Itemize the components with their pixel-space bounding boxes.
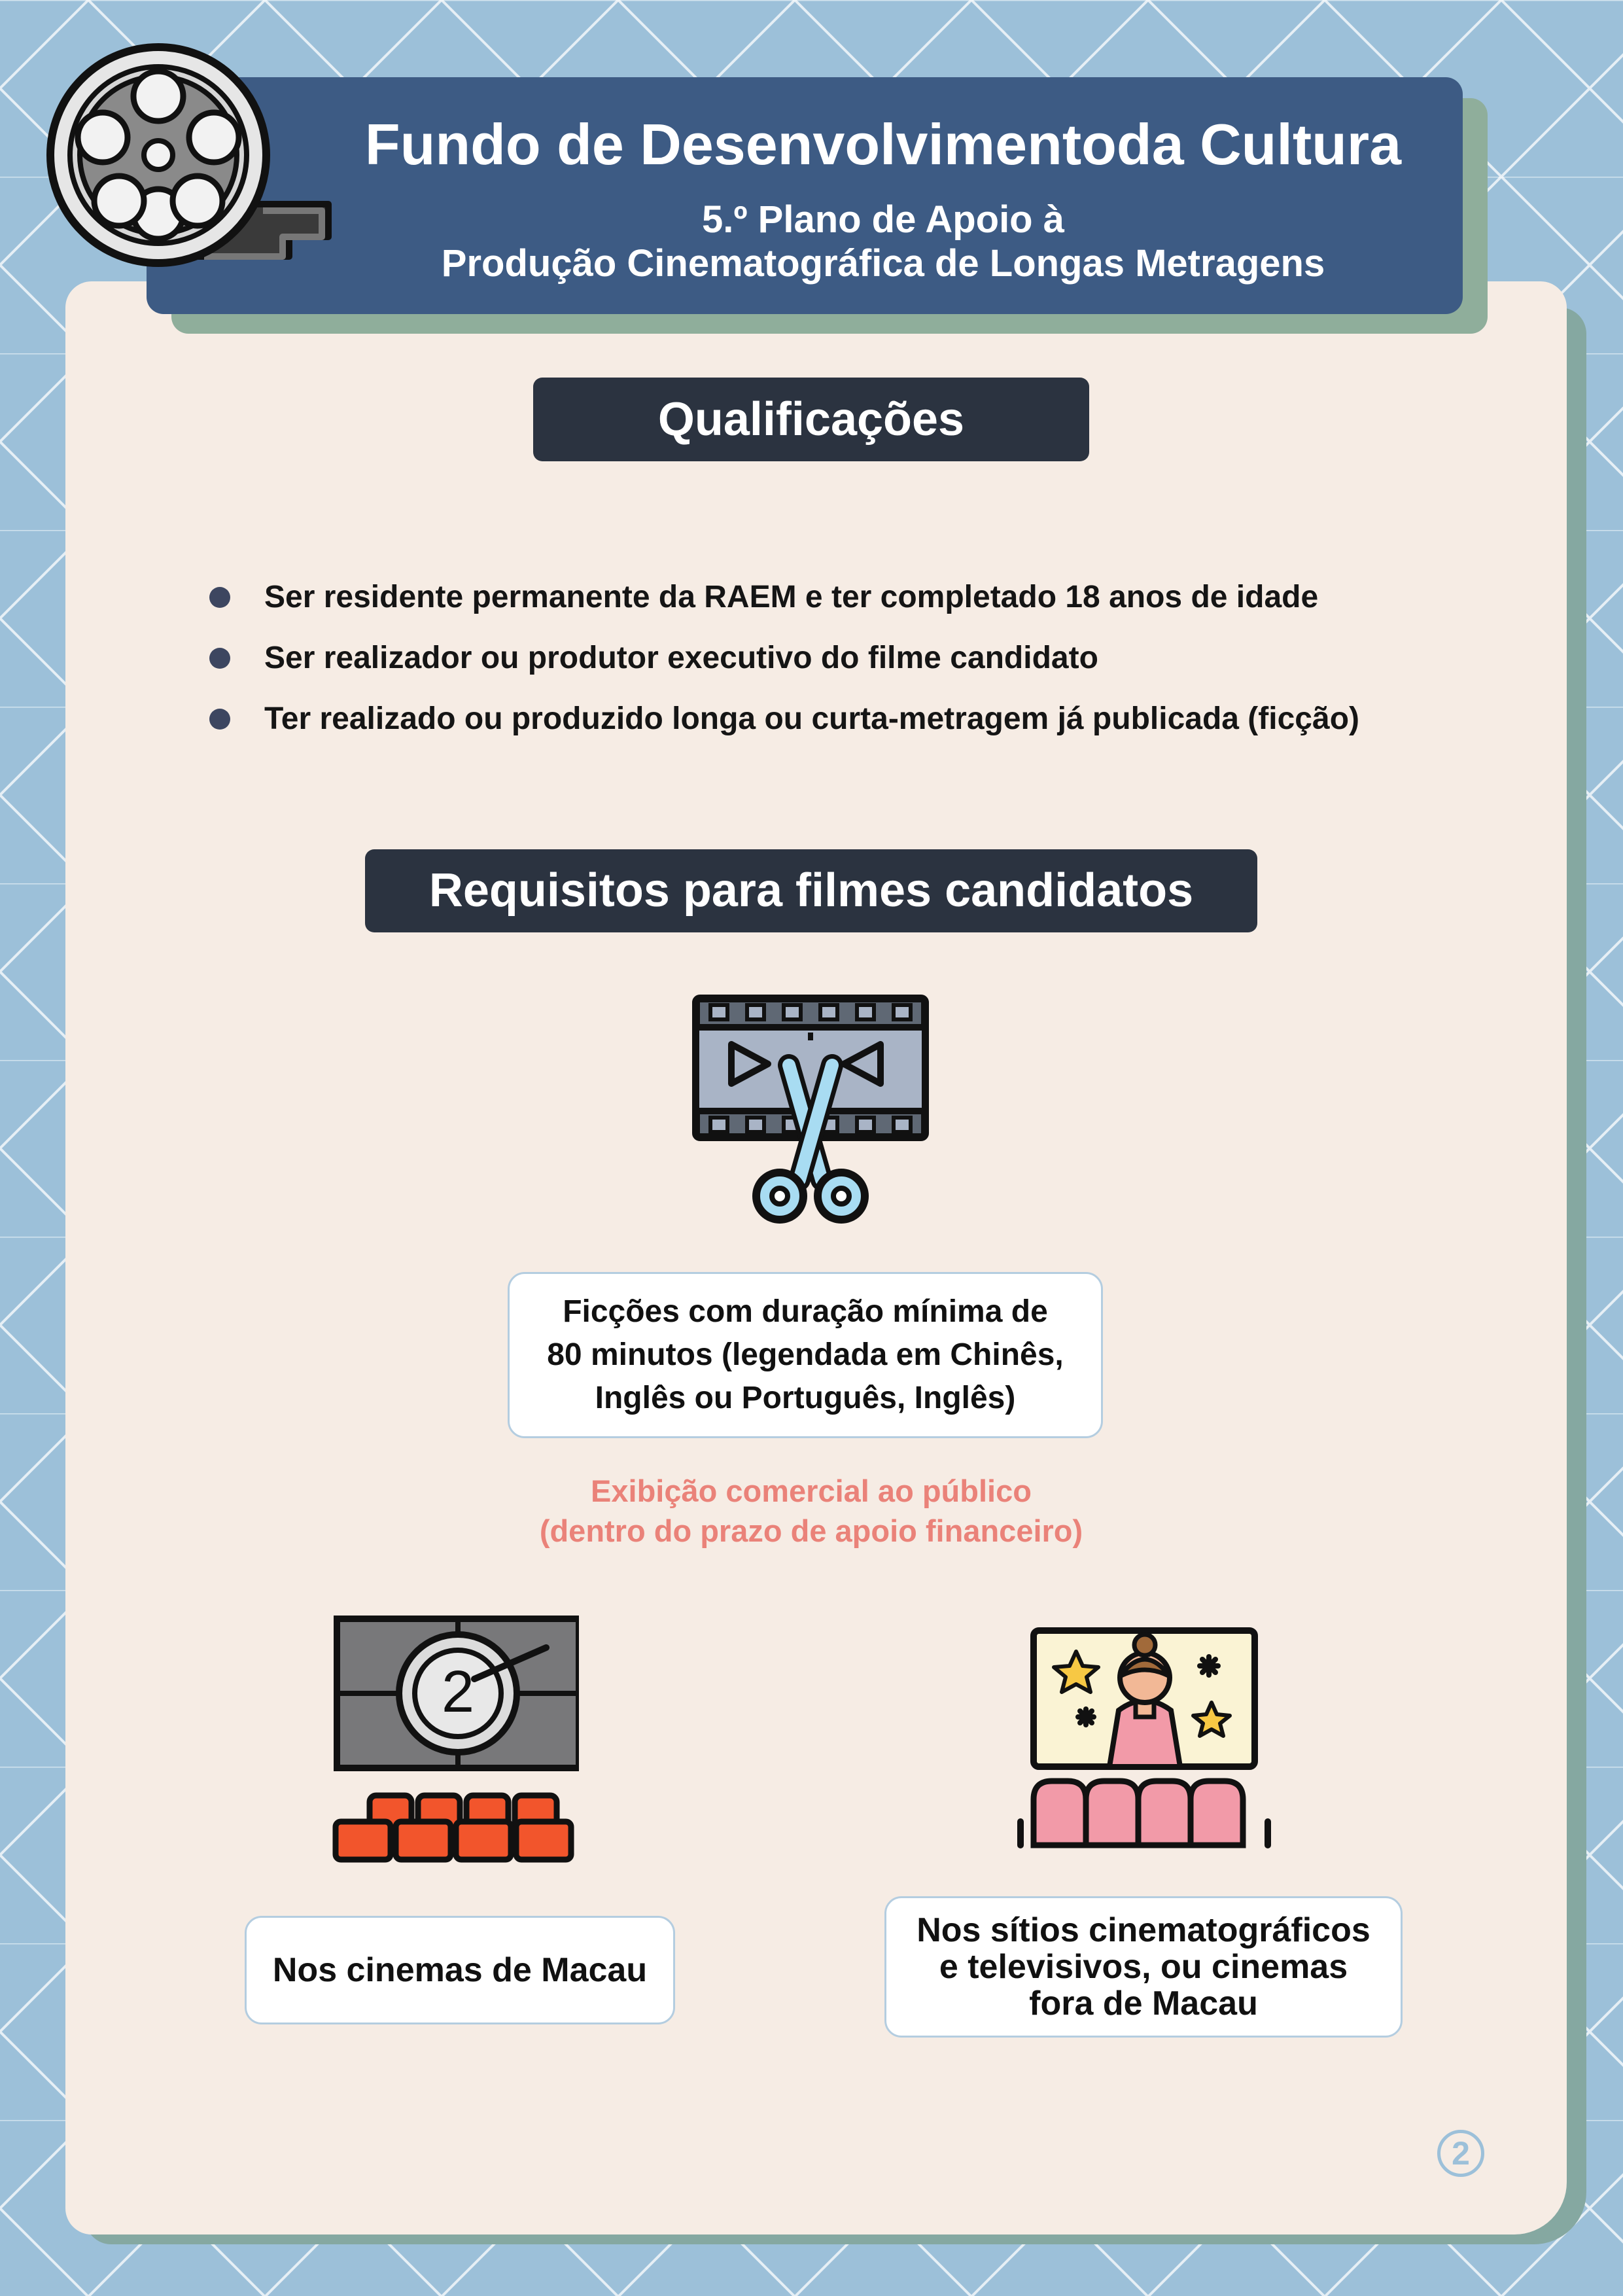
fiction-line-3: Inglês ou Português, Inglês) xyxy=(595,1381,1016,1415)
exhibition-line-2: (dentro do prazo de apoio financeiro) xyxy=(539,1513,1083,1548)
fiction-line-1: Ficções com duração mínima de xyxy=(563,1294,1048,1329)
abroad-line-1: Nos sítios cinematográficos xyxy=(916,1911,1370,1949)
qualification-text: Ter realizado ou produzido longa ou curta-metragem já publicada (ficção) xyxy=(264,701,1359,736)
svg-text:2: 2 xyxy=(441,1659,475,1725)
qualification-text: Ser residente permanente da RAEM e ter completado 18 anos de idade xyxy=(264,580,1319,614)
cinema-countdown-seats-icon xyxy=(330,1614,579,1866)
bullet-icon xyxy=(209,709,230,730)
qualifications-heading: Qualificações xyxy=(533,378,1089,461)
film-editing-scissors-icon xyxy=(691,993,930,1226)
bullet-icon xyxy=(209,587,230,608)
qualification-item xyxy=(209,688,1359,749)
subtitle-line-1: 5.º Plano de Apoio à xyxy=(701,198,1064,241)
local-cinema-box xyxy=(245,1916,675,2024)
screen-audience-icon xyxy=(1014,1625,1272,1852)
fiction-line-2: 80 minutos (legendada em Chinês, xyxy=(547,1337,1064,1372)
page-title: Fundo de Desenvolvimentoda Cultura xyxy=(364,112,1402,177)
subtitle-line-2: Produção Cinematográfica de Longas Metragens xyxy=(441,241,1325,285)
exhibition-note xyxy=(458,1471,1164,1551)
qualification-item xyxy=(209,567,1359,627)
requirements-heading: Requisitos para filmes candidatos xyxy=(365,849,1257,932)
qualifications-list xyxy=(209,567,1359,749)
exhibition-line-1: Exibição comercial ao público xyxy=(591,1474,1032,1508)
page-number: 2 xyxy=(1437,2130,1484,2177)
local-cinema-text: Nos cinemas de Macau xyxy=(272,1951,648,1989)
header-banner xyxy=(147,77,1463,314)
film-reel-icon xyxy=(41,41,335,283)
qualification-text: Ser realizador ou produtor executivo do filme candidato xyxy=(264,641,1098,675)
qualification-item xyxy=(209,627,1359,688)
abroad-line-3: fora de Macau xyxy=(1029,1985,1258,2022)
bullet-icon xyxy=(209,648,230,669)
fiction-duration-box xyxy=(508,1272,1103,1438)
page-subtitle xyxy=(147,198,1463,285)
abroad-line-2: e televisivos, ou cinemas xyxy=(939,1948,1348,1986)
abroad-venues-box xyxy=(884,1896,1403,2038)
